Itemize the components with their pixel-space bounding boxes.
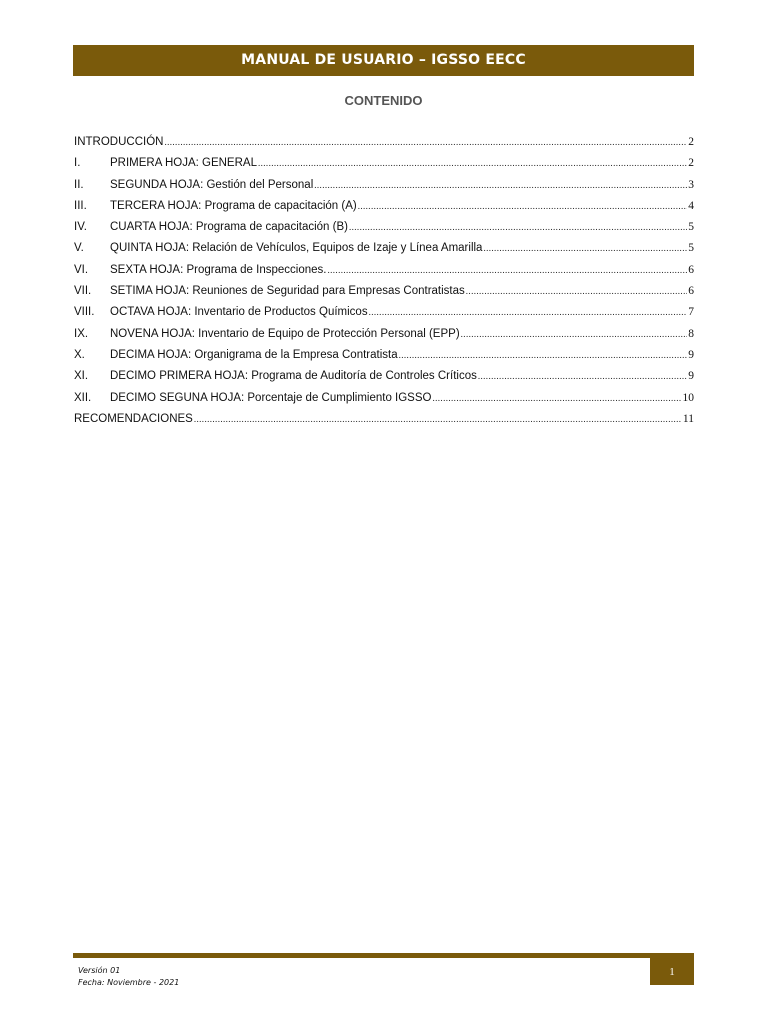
toc-dot-leader — [164, 137, 687, 147]
toc-entry[interactable] — [74, 242, 694, 263]
toc-entry-number: VI. — [74, 263, 89, 276]
toc-entry-label: DECIMO SEGUNA HOJA: Porcentaje de Cumplimiento IGSSO — [110, 391, 432, 404]
toc-entry-label: NOVENA HOJA: Inventario de Equipo de Protección Personal (EPP) — [110, 327, 460, 340]
toc-entry-label: DECIMO PRIMERA HOJA: Programa de Auditoría de Controles Críticos — [110, 370, 477, 383]
toc-dot-leader — [466, 286, 687, 296]
toc-entry-number: XI. — [74, 370, 89, 383]
page-number-box — [650, 956, 694, 985]
toc-entry[interactable] — [74, 370, 694, 391]
toc-dot-leader — [258, 158, 687, 168]
toc-entry[interactable] — [74, 157, 694, 178]
toc-entry-number: V. — [74, 242, 84, 255]
toc-entry-number: III. — [74, 199, 87, 212]
toc-dot-leader — [483, 243, 687, 253]
toc-entry[interactable] — [74, 349, 694, 370]
page-number: 1 — [669, 966, 675, 978]
toc-dot-leader — [432, 393, 681, 403]
toc-entry-label: RECOMENDACIONES — [74, 412, 193, 425]
toc-entry-label: SETIMA HOJA: Reuniones de Seguridad para Empresas Contratistas — [110, 285, 465, 298]
toc-entry-number: IX. — [74, 327, 89, 340]
toc-dot-leader — [314, 180, 687, 190]
toc-dot-leader — [358, 201, 688, 211]
toc-entry-page: 11 — [682, 412, 694, 425]
toc-dot-leader — [194, 414, 682, 424]
toc-entry-page: 6 — [688, 285, 694, 298]
toc-entry[interactable] — [74, 285, 694, 306]
toc-dot-leader — [349, 222, 687, 232]
toc-entry-number: IV. — [74, 221, 88, 234]
footer-info — [78, 965, 179, 989]
toc-entry[interactable] — [74, 179, 694, 200]
toc-entry-page: 5 — [688, 242, 694, 255]
toc-entry-page: 9 — [688, 348, 694, 361]
toc-entry-number: VIII. — [74, 306, 95, 319]
footer-date: Fecha: Noviembre - 2021 — [78, 978, 180, 987]
toc-entry-number: I. — [74, 157, 81, 170]
toc-entry-label: CUARTA HOJA: Programa de capacitación (B) — [110, 221, 348, 234]
toc-dot-leader — [399, 350, 688, 360]
toc-entry-number: VII. — [74, 285, 92, 298]
toc-entry-page: 6 — [688, 263, 694, 276]
toc-entry-page: 10 — [682, 391, 694, 404]
toc-entry-label: OCTAVA HOJA: Inventario de Productos Químicos — [110, 306, 368, 319]
toc-entry-label: QUINTA HOJA: Relación de Vehículos, Equipos de Izaje y Línea Amarilla — [110, 242, 483, 255]
toc-entry-label: SEXTA HOJA: Programa de Inspecciones. — [110, 263, 327, 276]
toc-entry-page: 3 — [688, 178, 694, 191]
toc-entry-label: TERCERA HOJA: Programa de capacitación (A) — [110, 199, 357, 212]
toc-entry-page: 2 — [688, 136, 694, 148]
toc-entry-page: 5 — [688, 221, 694, 234]
footer-divider — [73, 953, 694, 958]
toc-entry-label: DECIMA HOJA: Organigrama de la Empresa Contratista — [110, 348, 398, 361]
footer-version: Versión 01 — [78, 966, 121, 975]
toc-entry-label: INTRODUCCIÓN — [74, 136, 164, 148]
toc-entry-number: II. — [74, 178, 84, 191]
toc-dot-leader — [478, 371, 687, 381]
toc-entry[interactable] — [74, 306, 694, 327]
toc-entry[interactable] — [74, 392, 694, 413]
toc-entry[interactable] — [74, 221, 694, 242]
toc-entry-page: 7 — [688, 306, 694, 319]
toc-dot-leader — [369, 307, 688, 317]
toc-entry-number: XII. — [74, 391, 92, 404]
toc-entry[interactable] — [74, 328, 694, 349]
toc-entry[interactable] — [74, 413, 694, 434]
document-header-bar — [73, 45, 694, 76]
toc-entry-page: 4 — [688, 199, 694, 212]
toc-dot-leader — [461, 329, 688, 339]
toc-entry-number: X. — [74, 348, 85, 361]
toc-entry[interactable] — [74, 136, 694, 157]
toc-entry[interactable] — [74, 200, 694, 221]
toc-entry[interactable] — [74, 264, 694, 285]
toc-entry-label: PRIMERA HOJA: GENERAL — [110, 157, 257, 170]
toc-entry-page: 8 — [688, 327, 694, 340]
toc-entry-label: SEGUNDA HOJA: Gestión del Personal — [110, 178, 314, 191]
toc-entry-page: 2 — [688, 157, 694, 170]
table-of-contents — [74, 136, 694, 434]
toc-heading: CONTENIDO — [344, 93, 423, 108]
toc-entry-page: 9 — [688, 370, 694, 383]
toc-dot-leader — [327, 265, 687, 275]
document-title: MANUAL DE USUARIO – IGSSO EECC — [241, 52, 526, 68]
